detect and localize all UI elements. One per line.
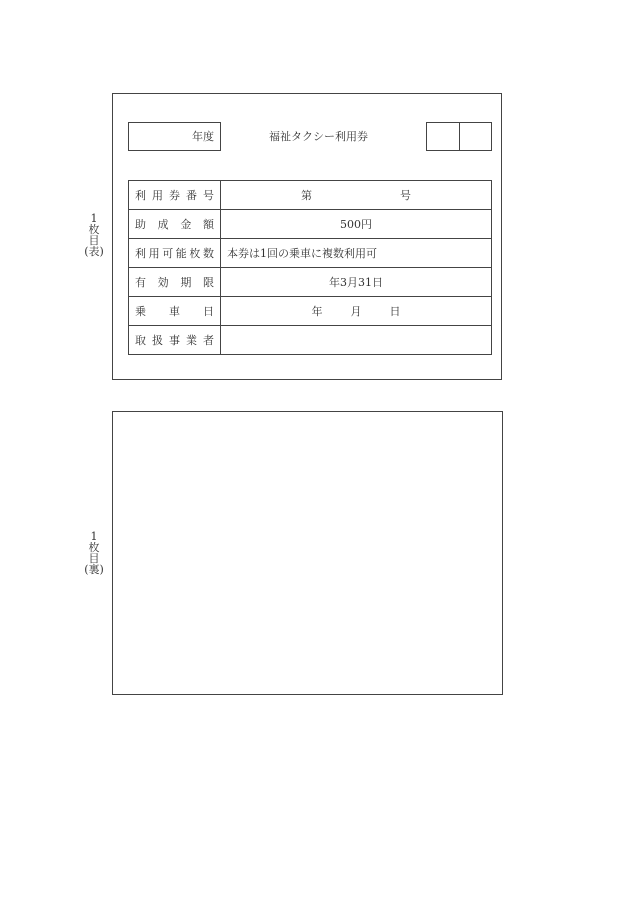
ticket-title: 福祉タクシー利用券: [269, 130, 368, 143]
back-label-number: 1: [90, 530, 98, 543]
value-expiry: 年3月31日: [221, 268, 492, 297]
row-usable-count: [129, 239, 492, 268]
value-usable-count: 本券は1回の乗車に複数利用可: [221, 239, 492, 268]
corner-boxes: [426, 122, 492, 151]
ride-date-month: 月: [350, 305, 362, 318]
front-label-number: 1: [90, 212, 98, 225]
value-operator[interactable]: [221, 326, 492, 355]
back-side-label: [82, 531, 106, 575]
ticket-info-table: [128, 180, 492, 355]
fiscal-year-box[interactable]: [128, 122, 221, 151]
front-side-label: [82, 213, 106, 257]
front-label-side: (表): [84, 245, 104, 258]
label-ticket-number: 利用券番号: [129, 181, 221, 210]
ticket-back: [112, 411, 503, 695]
row-operator: [129, 326, 492, 355]
row-subsidy-amount: [129, 210, 492, 239]
row-ticket-number: [129, 181, 492, 210]
label-subsidy-amount: 助成金額: [129, 210, 221, 239]
label-operator: 取扱事業者: [129, 326, 221, 355]
back-label-side: (裏): [84, 563, 104, 576]
front-label-mai: 枚: [88, 223, 100, 236]
label-expiry: 有効期限: [129, 268, 221, 297]
ticket-number-prefix: 第: [301, 189, 312, 202]
back-label-me: 目: [88, 552, 100, 565]
corner-box-2[interactable]: [459, 123, 492, 150]
label-ride-date: 乗車日: [129, 297, 221, 326]
ticket-front: [112, 93, 502, 380]
ride-date-year: 年: [311, 305, 323, 318]
ride-date-day: 日: [389, 305, 401, 318]
row-ride-date: [129, 297, 492, 326]
value-ticket-number[interactable]: [221, 181, 492, 210]
row-expiry: [129, 268, 492, 297]
label-usable-count: 利用可能枚数: [129, 239, 221, 268]
front-label-me: 目: [88, 234, 100, 247]
fiscal-year-suffix: 年度: [192, 130, 214, 143]
corner-box-1[interactable]: [427, 123, 459, 150]
ticket-number-suffix: 号: [400, 189, 411, 202]
value-ride-date[interactable]: [221, 297, 492, 326]
back-label-mai: 枚: [88, 541, 100, 554]
value-subsidy-amount: 500円: [221, 210, 492, 239]
